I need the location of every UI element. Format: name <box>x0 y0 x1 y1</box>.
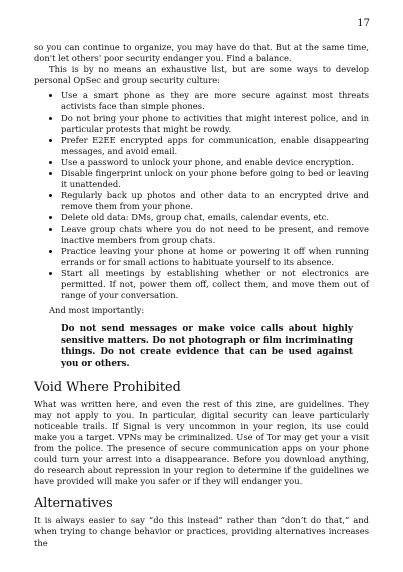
page-number: 17 <box>357 18 370 29</box>
list-item: • Leave group chats where you do not need to be present, and remove inactive members from group chats. <box>61 224 369 246</box>
section-body-alternatives: It is always easier to say “do this instead” rather than “don’t do that,” and when trying to change behavior or practices, providing alternatives increases the <box>34 515 369 548</box>
list-item: • Prefer E2EE encrypted apps for communication, enable disappearing messages, and avoid email. <box>61 135 369 157</box>
section-body-void-where-prohibited: What was written here, and even the rest of this zine, are guidelines. They may not apply to you. In particular, digital security can leave particularly noticeable trails. If Signal is very uncommon in your region, its use could make you a target. VPNs may be criminalized. Use of Tor may get your a visit from the police. The presence of secure communication apps on your phone could turn your arrest into a disappearance. Before you download anything, do research about repression in your region to determine if the guidelines we have provided will make you safer or if they will endanger you. <box>34 398 369 487</box>
intro-paragraph-1: so you can continue to organize, you may have do that. But at the same time, don't let others' poor security endanger you. Find a balance. <box>34 42 369 64</box>
callout-warning: Do not send messages or make voice calls about highly sensitive matters. Do not photograph or film incriminating things. Do not create evidence that can be used against you or others. <box>61 324 353 370</box>
lead-text: And most importantly: <box>49 305 145 316</box>
security-tips-list <box>34 90 369 301</box>
list-item: • Use a smart phone as they are more secure against most threats activists face than simple phones. <box>61 90 369 112</box>
list-item: • Start all meetings by establishing whether or not electronics are permitted. If not, power them off, collect them, and move them out of range of your conversation. <box>61 268 369 301</box>
page-content <box>34 42 369 549</box>
section-heading-void-where-prohibited: Void Where Prohibited <box>34 379 181 395</box>
list-item: • Use a password to unlock your phone, and enable device encryption. <box>61 157 369 168</box>
intro-paragraph-2: This is by no means an exhaustive list, but are some ways to develop personal OpSec and group security culture: <box>34 64 369 86</box>
list-item: • Delete old data: DMs, group chat, emails, calendar events, etc. <box>61 212 369 223</box>
list-item: • Do not bring your phone to activities that might interest police, and in particular protests that might be rowdy. <box>61 113 369 135</box>
list-item: • Regularly back up photos and other data to an encrypted drive and remove them from your phone. <box>61 190 369 212</box>
section-heading-alternatives: Alternatives <box>34 496 113 512</box>
list-item: • Disable fingerprint unlock on your phone before going to bed or leaving it unattended. <box>61 168 369 190</box>
list-item: • Practice leaving your phone at home or powering it off when running errands or for small actions to habituate yourself to its absence. <box>61 246 369 268</box>
